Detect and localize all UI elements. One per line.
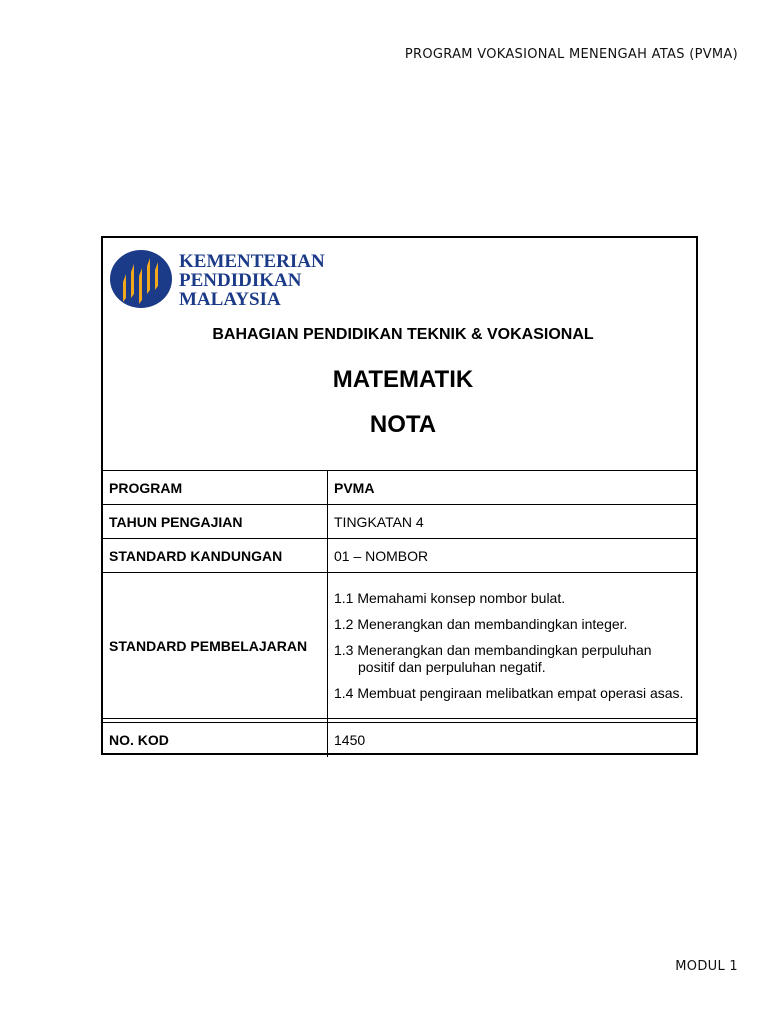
document-header: PROGRAM VOKASIONAL MENENGAH ATAS (PVMA) xyxy=(404,47,738,62)
ministry-logo xyxy=(109,248,331,310)
learning-standard-label: STANDARD PEMBELAJARAN xyxy=(103,573,328,719)
logo-line-3: MALAYSIA xyxy=(179,289,281,310)
table-row xyxy=(103,539,696,573)
document-type-title: NOTA xyxy=(369,411,437,438)
module-footer: MODUL 1 xyxy=(675,959,738,974)
learning-standard-item: 1.2 Menerangkan dan membandingkan integer. xyxy=(334,615,628,632)
program-value: PVMA xyxy=(328,471,697,505)
table-row xyxy=(103,505,696,539)
year-value: TINGKATAN 4 xyxy=(328,505,697,539)
learning-standard-item: 1.1 Memahami konsep nombor bulat. xyxy=(334,589,566,606)
cover-frame xyxy=(101,236,698,755)
table-row xyxy=(103,723,696,758)
learning-standard-list xyxy=(328,573,697,719)
table-row xyxy=(103,471,696,505)
division-title: BAHAGIAN PENDIDIKAN TEKNIK & VOKASIONAL xyxy=(212,326,594,343)
logo-line-2: PENDIDIKAN xyxy=(179,270,302,291)
subject-title: MATEMATIK xyxy=(332,366,474,393)
code-value: 1450 xyxy=(334,732,366,748)
code-label: NO. KOD xyxy=(103,723,328,758)
course-info-table xyxy=(103,471,696,757)
content-standard-value: 01 – NOMBOR xyxy=(328,539,697,573)
learning-standard-item: 1.4 Membuat pengiraan melibatkan empat operasi asas. xyxy=(334,684,684,701)
learning-standard-item: 1.3 Menerangkan dan membandingkan perpuluhan positif dan perpuluhan negatif. xyxy=(334,641,652,675)
logo-line-1: KEMENTERIAN xyxy=(179,251,325,272)
cover-title-box xyxy=(103,238,696,471)
content-standard-label: STANDARD KANDUNGAN xyxy=(103,539,328,573)
table-row xyxy=(103,573,696,719)
year-label: TAHUN PENGAJIAN xyxy=(103,505,328,539)
program-label: PROGRAM xyxy=(103,471,328,505)
